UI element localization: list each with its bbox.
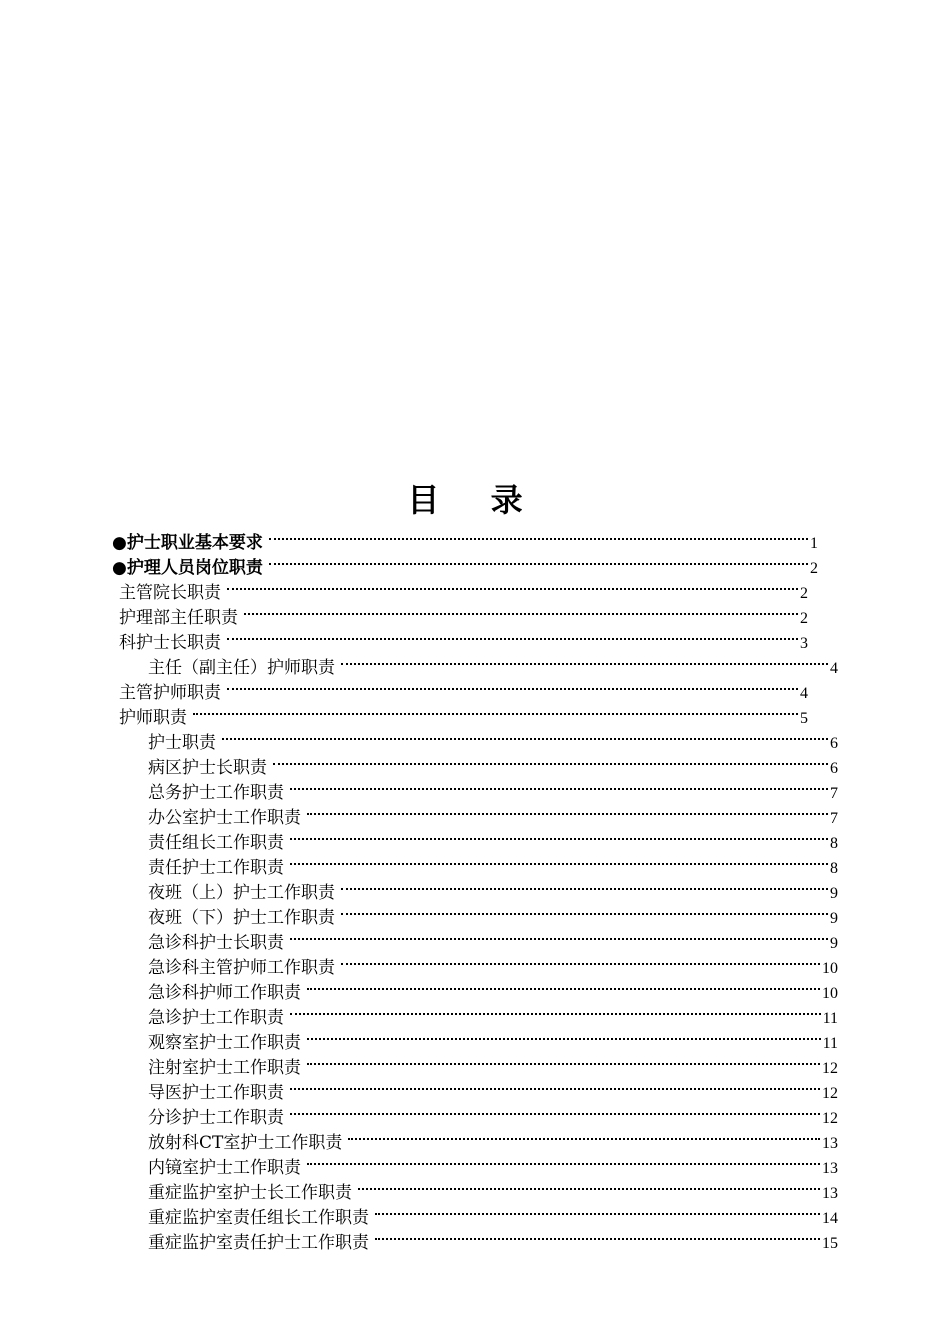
toc-entry-page-number: 10 [822,960,838,977]
toc-leader-dots [290,1073,820,1098]
toc-entry-label: 放射科CT室护士工作职责 [148,1133,343,1153]
toc-entry-label: 注射室护士工作职责 [148,1058,301,1078]
toc-entry-label: 分诊护士工作职责 [148,1108,284,1128]
toc-entry[interactable] [148,1048,838,1078]
toc-entry-label: 主管院长职责 [119,583,221,603]
toc-leader-dots [269,548,808,573]
toc-entry[interactable] [148,1098,838,1128]
toc-leader-dots [307,1148,820,1173]
toc-entry-label: ●护理人员岗位职责 [112,558,263,578]
toc-leader-dots [290,923,828,948]
toc-entry-label: 夜班（下）护士工作职责 [148,908,335,928]
toc-title: 目 录 [407,481,543,519]
toc-entry[interactable] [148,1223,838,1253]
toc-entry-label: 急诊护士工作职责 [148,1008,284,1028]
toc-leader-dots [290,998,821,1023]
toc-entry[interactable] [148,873,838,903]
toc-entry[interactable] [119,623,808,653]
toc-entry-page-number: 8 [830,860,838,877]
toc-entry[interactable] [148,1123,838,1153]
toc-entry[interactable] [148,998,838,1028]
toc-leader-dots [341,898,828,923]
toc-entry[interactable] [148,973,838,1003]
toc-leader-dots [273,748,828,773]
toc-list [0,523,950,1253]
toc-entry[interactable] [148,1148,838,1178]
toc-entry-label: 急诊科护师工作职责 [148,983,301,1003]
toc-entry[interactable] [148,748,838,778]
toc-leader-dots [227,623,798,648]
toc-entry-label: 导医护士工作职责 [148,1083,284,1103]
toc-leader-dots [290,848,828,873]
toc-entry-page-number: 12 [822,1085,838,1102]
toc-entry-page-number: 1 [810,535,818,552]
toc-leader-dots [341,948,820,973]
toc-entry-page-number: 9 [830,935,838,952]
toc-leader-dots [307,1048,820,1073]
toc-entry[interactable] [112,523,818,553]
toc-entry-page-number: 12 [822,1060,838,1077]
toc-entry-label: 重症监护室护士长工作职责 [148,1183,352,1203]
toc-leader-dots [341,873,828,898]
toc-entry[interactable] [148,723,838,753]
toc-entry-label: 总务护士工作职责 [148,783,284,803]
toc-entry-page-number: 2 [800,585,808,602]
toc-entry-page-number: 2 [800,610,808,627]
toc-entry-label: 急诊科护士长职责 [148,933,284,953]
toc-entry-label: 责任组长工作职责 [148,833,284,853]
toc-entry-page-number: 6 [830,735,838,752]
toc-entry-page-number: 10 [822,985,838,1002]
toc-leader-dots [375,1223,820,1248]
toc-entry-label: 重症监护室责任护士工作职责 [148,1233,369,1253]
toc-leader-dots [307,973,820,998]
toc-entry-page-number: 2 [810,560,818,577]
toc-leader-dots [290,1098,820,1123]
toc-entry-page-number: 9 [830,885,838,902]
toc-entry[interactable] [148,898,838,928]
toc-leader-dots [193,698,798,723]
toc-entry[interactable] [148,1023,838,1053]
toc-leader-dots [375,1198,820,1223]
toc-entry-label: 科护士长职责 [119,633,221,653]
toc-entry-page-number: 7 [830,785,838,802]
toc-entry[interactable] [148,848,838,878]
toc-entry-page-number: 12 [822,1110,838,1127]
toc-leader-dots [290,823,828,848]
toc-entry-label: 责任护士工作职责 [148,858,284,878]
toc-leader-dots [269,523,808,548]
toc-entry[interactable] [148,1198,838,1228]
toc-leader-dots [348,1123,820,1148]
toc-entry-page-number: 4 [830,660,838,677]
toc-entry-page-number: 11 [822,1010,838,1027]
toc-entry-page-number: 4 [800,685,808,702]
toc-entry[interactable] [148,1173,838,1203]
toc-entry-label: 护师职责 [119,708,187,728]
toc-entry-page-number: 13 [822,1160,838,1177]
toc-leader-dots [341,648,828,673]
toc-entry-label: 观察室护士工作职责 [148,1033,301,1053]
toc-entry[interactable] [148,923,838,953]
toc-entry[interactable] [148,773,838,803]
toc-leader-dots [307,798,828,823]
toc-entry-label: 重症监护室责任组长工作职责 [148,1208,369,1228]
toc-entry[interactable] [119,698,808,728]
toc-entry[interactable] [148,948,838,978]
toc-leader-dots [307,1023,821,1048]
toc-entry-page-number: 11 [822,1035,838,1052]
toc-entry-page-number: 7 [830,810,838,827]
toc-entry-label: 护士职责 [148,733,216,753]
toc-entry-label: 内镜室护士工作职责 [148,1158,301,1178]
toc-entry-label: 病区护士长职责 [148,758,267,778]
toc-entry[interactable] [148,648,838,678]
toc-entry-label: 夜班（上）护士工作职责 [148,883,335,903]
toc-entry-page-number: 5 [800,710,808,727]
toc-entry[interactable] [148,823,838,853]
toc-entry[interactable] [148,1073,838,1103]
toc-entry-label: ●护士职业基本要求 [112,533,263,553]
toc-entry[interactable] [119,573,808,603]
toc-entry-page-number: 3 [800,635,808,652]
toc-entry-label: 办公室护士工作职责 [148,808,301,828]
toc-entry[interactable] [112,548,818,578]
toc-entry-page-number: 8 [830,835,838,852]
toc-entry[interactable] [119,598,808,628]
toc-entry-page-number: 14 [822,1210,838,1227]
toc-entry-page-number: 15 [822,1235,838,1252]
toc-entry-label: 主任（副主任）护师职责 [148,658,335,678]
toc-leader-dots [227,673,798,698]
toc-entry-page-number: 13 [822,1185,838,1202]
toc-entry-page-number: 9 [830,910,838,927]
toc-leader-dots [244,598,798,623]
toc-entry-label: 主管护师职责 [119,683,221,703]
toc-leader-dots [222,723,828,748]
toc-entry-page-number: 13 [822,1135,838,1152]
toc-entry-page-number: 6 [830,760,838,777]
toc-entry[interactable] [148,798,838,828]
toc-leader-dots [290,773,828,798]
toc-leader-dots [358,1173,820,1198]
toc-leader-dots [227,573,798,598]
toc-entry-label: 护理部主任职责 [119,608,238,628]
toc-entry[interactable] [119,673,808,703]
toc-entry-label: 急诊科主管护师工作职责 [148,958,335,978]
